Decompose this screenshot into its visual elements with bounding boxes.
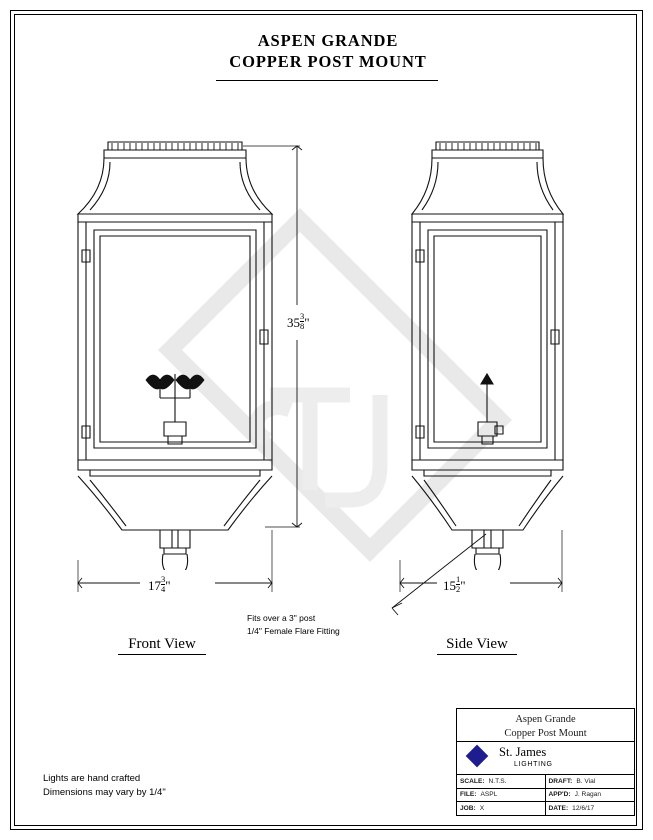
side-width-dimension	[443, 575, 466, 594]
title-block-product-line-2: Copper Post Mount	[504, 728, 587, 740]
title-block-brand	[457, 742, 634, 775]
scale-cell	[457, 775, 546, 788]
draft-value: B. Vial	[576, 777, 596, 785]
job-label: JOB:	[460, 805, 476, 813]
height-fraction: $\frac{3}{8}$	[300, 311, 305, 331]
page-title	[208, 30, 448, 72]
handcrafted-note-line-1: Lights are hand crafted	[43, 773, 141, 784]
post-note-line-1: Fits over a 3" post	[247, 613, 316, 623]
front-width-dimension	[148, 575, 171, 594]
side-width-unit: "	[460, 578, 466, 594]
post-fitting-note	[247, 612, 340, 638]
title-block-row-job	[457, 802, 634, 816]
scale-label: SCALE:	[460, 777, 485, 785]
overall-height-dimension	[287, 312, 310, 331]
front-view-drawing	[60, 130, 290, 570]
side-view-label: Side View	[437, 636, 517, 655]
page-title-line-1: ASPEN GRANDE	[257, 31, 399, 50]
front-width-whole: 17	[148, 578, 161, 594]
handcrafted-note-line-2: Dimensions may vary by 1/4"	[43, 787, 166, 799]
front-view-label: Front View	[118, 636, 206, 655]
side-view-drawing	[400, 130, 575, 570]
draft-cell	[546, 775, 635, 788]
file-cell	[457, 789, 546, 802]
approved-label: APP'D:	[548, 791, 571, 799]
title-block-row-file	[457, 789, 634, 803]
post-note-line-2: 1/4" Female Flare Fitting	[247, 626, 340, 637]
height-unit: "	[304, 315, 310, 331]
approved-value: J. Ragan	[574, 791, 601, 799]
job-value: X	[479, 805, 485, 813]
handcrafted-note	[43, 772, 166, 801]
draft-label: DRAFT:	[548, 777, 573, 785]
scale-value: N.T.S.	[488, 777, 507, 785]
title-block-product-line-1: Aspen Grande	[515, 714, 576, 725]
brand-subtitle: LIGHTING	[514, 761, 553, 768]
page-title-line-2: COPPER POST MOUNT	[229, 52, 427, 72]
date-label: DATE:	[548, 805, 569, 813]
job-cell	[457, 802, 546, 816]
height-whole: 35	[287, 315, 300, 331]
side-width-fraction: $\frac{1}{2}$	[456, 574, 461, 594]
title-block-product	[457, 709, 634, 742]
approved-cell	[546, 789, 635, 802]
date-cell	[546, 802, 635, 816]
side-width-whole: 15	[443, 578, 456, 594]
brand-name: St. James	[499, 745, 547, 759]
front-width-unit: "	[165, 578, 171, 594]
file-label: FILE:	[460, 791, 477, 799]
title-block-row-scale	[457, 775, 634, 789]
diamond-logo-icon	[466, 745, 489, 768]
front-width-fraction: $\frac{3}{4}$	[161, 574, 166, 594]
date-value: 12/6/17	[572, 805, 595, 813]
file-value: ASPL	[480, 791, 498, 799]
title-block	[456, 708, 635, 816]
page-title-underline	[216, 80, 438, 81]
